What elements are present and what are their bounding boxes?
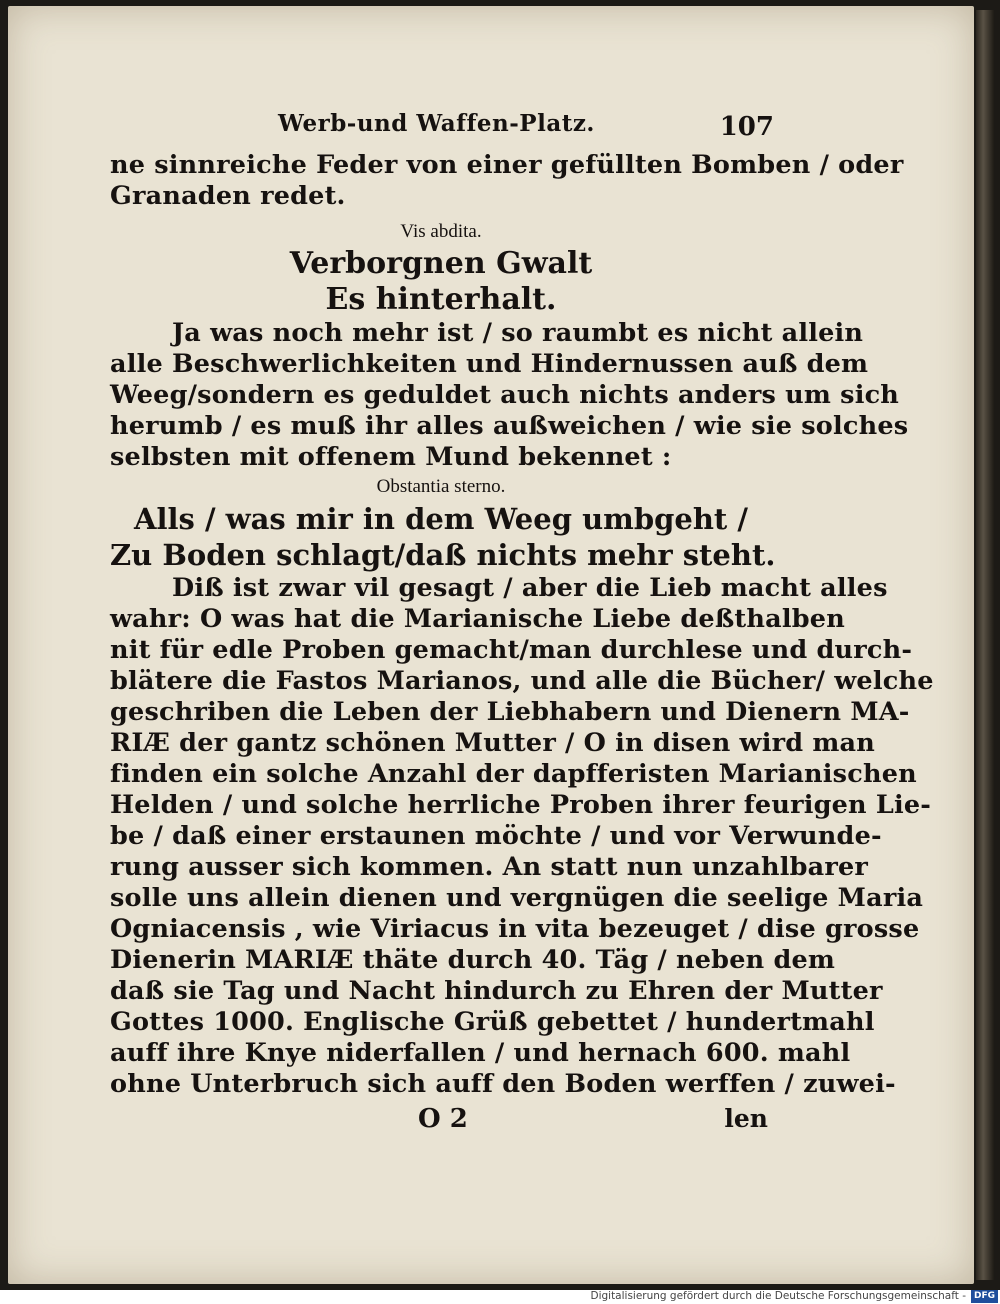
text-line: ohne Unterbruch sich auff den Boden werffen / zuwei- — [110, 1069, 896, 1099]
catchword: len — [724, 1104, 768, 1133]
page-header — [110, 110, 772, 150]
text-line: Gottes 1000. Englische Grüß gebettet / hundertmahl — [110, 1007, 875, 1037]
text-line: nit für edle Proben gemacht/man durchlese und durch- — [110, 635, 913, 665]
text-line: Granaden redet. — [110, 181, 346, 211]
text-line: finden ein solche Anzahl der dapfferisten Marianischen — [110, 759, 917, 789]
text-line: selbsten mit offenem Mund bekennet : — [110, 442, 672, 472]
text-line: rung ausser sich kommen. An statt nun unzahlbarer — [110, 852, 869, 882]
text-line: Weeg/sondern es geduldet auch nichts anders um sich — [110, 380, 900, 410]
page-edge — [976, 10, 994, 1280]
text-line: ne sinnreiche Feder von einer gefüllten Bomben / oder — [110, 150, 904, 180]
motto-latin: Vis abdita. — [400, 221, 482, 242]
motto-verse-line: Zu Boden schlagt/daß nichts mehr steht. — [110, 538, 776, 572]
motto-verse-line: Verborgnen Gwalt — [289, 246, 593, 281]
text-line: wahr: O was hat die Marianische Liebe deßthalben — [110, 604, 845, 634]
dfg-logo: DFG — [971, 1290, 998, 1303]
text-line: auff ihre Knye niderfallen / und hernach 600. mahl — [110, 1038, 851, 1068]
credit-text: Digitalisierung gefördert durch die Deutsche Forschungsgemeinschaft - — [590, 1290, 966, 1302]
motto-verse-line: Alls / was mir in dem Weeg umbgeht / — [133, 502, 749, 536]
motto-1 — [110, 218, 772, 318]
text-line: solle uns allein dienen und vergnügen die seelige Maria — [110, 883, 924, 913]
text-line: Diß ist zwar vil gesagt / aber die Lieb macht alles — [172, 573, 888, 603]
text-line: geschriben die Leben der Liebhabern und Dienern MA- — [110, 697, 910, 727]
text-line: herumb / es muß ihr alles außweichen / wie sie solches — [110, 411, 909, 441]
text-line: RIÆ der gantz schönen Mutter / O in disen wird man — [110, 728, 875, 758]
credit-bar — [0, 1290, 1000, 1304]
text-line: be / daß einer erstaunen möchte / und vor Verwunde- — [110, 821, 882, 851]
text-line: Helden / und solche herrliche Proben ihrer feurigen Lie- — [110, 790, 932, 820]
motto-verse-line: Es hinterhalt. — [325, 282, 557, 317]
text-line: Ogniacensis , wie Viriacus in vita bezeuget / dise grosse — [110, 914, 920, 944]
motto-2 — [110, 473, 776, 573]
text-line: Ja was noch mehr ist / so raumbt es nicht allein — [172, 318, 864, 348]
running-head: Werb-und Waffen-Platz. — [278, 110, 595, 137]
text-line: Dienerin MARIÆ thäte durch 40. Täg / neben dem — [110, 945, 836, 975]
page-text-block — [110, 110, 934, 1144]
page-footer — [110, 1104, 772, 1144]
motto-latin: Obstantia sterno. — [376, 476, 506, 497]
paragraph-2 — [110, 573, 934, 1100]
text-line: alle Beschwerlichkeiten und Hindernussen auß dem — [110, 349, 869, 379]
text-line: daß sie Tag und Nacht hindurch zu Ehren der Mutter — [110, 976, 883, 1006]
paragraph-1 — [110, 318, 909, 473]
signature-mark: O 2 — [418, 1104, 468, 1134]
intro-paragraph — [110, 150, 904, 212]
page-number: 107 — [719, 112, 774, 142]
text-line: blätere die Fastos Marianos, und alle die Bücher/ welche — [110, 666, 934, 696]
